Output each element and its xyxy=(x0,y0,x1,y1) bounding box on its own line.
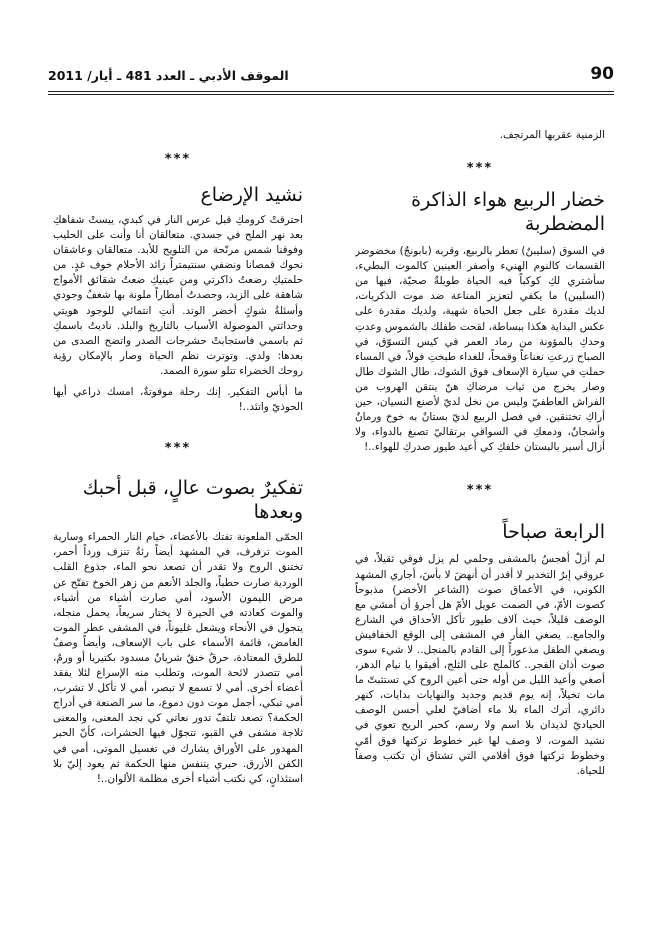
header-rule-thin xyxy=(48,94,614,95)
article-paragraph: ما أبأس التفكير. إنك رحلة موقوتةٌ، امسك ذراعي أيها الحوذيّ واتئد..! xyxy=(53,386,303,414)
article-paragraph: لم أزلْ أهجسُ بالمشفى وحلمي لم يزل فوقي ثقيلاً، في عروقي إبرُ التخدير لا أقدر أن أنهضَ لا بأسَ، أجاري المشهد الكوني، في الأعماق صوت (الشاعر الأخضر) مذبوحاً كصوت الأمّ، في الصمت عويل الأمّ هل أجرؤ أن أمشي مع الوصف قليلاً، حيث آلاف طيور تأكل الأحداق في الشارع والجامع.. يصغي الفأر في المشفى إلى الوقع الخفافيش ويصغي الطفل مذعوراً إلى القادم بالمنجل.. لا شيء سوى صوت أذان الفجر.. كالملح على الثلج، أفيقوا يا نيام الدهر، أصغي وأعيد الليل من أوله حتى أعين الروح كي تستثبتّ ما مات تخيلاً، إنه يوم قديم وجديد والنهايات بدايات، كنهر دائري، أترك الماء بلا ماء أضافيّ لعلي أحسن الوصف الحياديّ لديدان بلا اسم ولا رسم، كحبر الريح تعوي في نشيد الموت، لا وصف لها غير خطوط تركتها فوق أمّي وخطوط تركتها فوق أقلامي التي تشتاق أن تكتب وصفاً للحياة. xyxy=(355,553,605,777)
article-title: خضار الربيع هواء الذاكرة المضطربة xyxy=(411,189,605,236)
page-number: 90 xyxy=(590,64,614,84)
page-header xyxy=(48,66,614,92)
left-column xyxy=(53,138,303,928)
section-divider: *** xyxy=(466,483,494,499)
running-title: الموقف الأدبي ـ العدد 481 ـ أيار/ 2011 xyxy=(48,68,289,83)
section-divider: *** xyxy=(164,152,192,167)
article-paragraph: الحمّى الملعونة تفتك بالأعضاء، خيام النار الحمراء وسارية الموت ترفرف، في المشهد أيضاً رئةٌ تنزف ورداً أحمر، تختنق الروح ولا تقدر أن تصعد نحو الماء، جذوع القلب الوردية صارت حطباً، والجلد الأنعم من زهر الخوخ تفتّح عن مرض الليمون الأسود، أمي صارت أشياء من أشياء، والموت كعادته في الحيرة لا يختار سريعاً، يحمل منجله، يتجول في الأنحاء ويشعل غليوناً، في المشفى عطر الموت الغامض، قائمة الأسماء على باب الإسعاف، وأيضاً وصفٌ للطرق المعتادة، حرقٌ خنقٌ شريانٌ مسدود بكتيريا أو ورمٌ، أمي تتصدر لائحة الموت، وتطلب منه الإسراع لئلا يفقد أعضاء أخرى. أمي لا تسمع لا تبصر، أمي لا تأكل لا تشرب، أمي تبكي، أجمل موت دون دموع، ما سر الصنعة في أدراج الحكمة؟ تصعد تلتفّ تدور نعاتي كي نجد المعنى، والمعنى ثلاجة مشفى في القبو، تتجوّل فيها الحشرات، كأنّ الحبر المهدور على الأوراق يشارك في تغسيل الموتى، أمي في الكفن الأزرق. حبري يتنفس منها الحكمة ثم يعود إليّ بلا استئذانٍ، كي نكتب أشياء أخرى مظلمة الألوان..! xyxy=(53,531,303,785)
section-divider: *** xyxy=(466,161,494,177)
intro-line: الزمنية عقربها المرتجف. xyxy=(499,129,605,141)
header-rule xyxy=(48,91,614,92)
article-title: الرابعة صباحاً xyxy=(502,521,605,544)
article-title: نشيد الإرضاع xyxy=(200,184,303,206)
article-paragraph: احترقتْ كرومكِ قبل عرس النار في كبدي، يبستْ شفاهكِ بعد نهر الملح في جسدي. متعالقان أنا وأنت على الحليب وفوقنا شمس مرنّحة من التلويح للأبد. متعالقان وعاشقان نحوك قمصانا ونضفي سنتيمتراً زائد الأحلام خوف غدٍ. من حلمتيكِ رضعتُ ذاكرتي ومن عينيكِ ضعتُ شقائق الأمواج شاهقة على الزبد، وحصدتُ أمطاراً ملونة بها شغفُ وجودي وأسئلةُ شوكٍ أخضر الوتد. أنتِ انتمائي للوجود هويتي وحداثتي الموصولة الأسباب بالتاريخ والبلد. ناديتُ باسمكِ ثم باسمي فاستجابتْ حشرجات الصدر واتضح الصدى من بعدها: ولدي. وتوترت نظم الحياة وصار بالإمكان رؤية روحك الخضراء تتلو سورة الصمد. xyxy=(53,214,303,377)
article-title: تفكيرٌ بصوت عالٍ، قبل أحبك وبعدها xyxy=(82,477,303,524)
right-column xyxy=(355,118,605,908)
section-divider: *** xyxy=(164,441,192,457)
article-paragraph: في السوق (سليبنٌ) تعطر بالربيع، وقربه (بابونجٌ) مخضوضر القسمات كالنوم الهنيء وأصفر العينين كالموت البطيء، سأشتري لكِ كوكباً فيه الحياة طويلةٌ صحيّة، فيها من (السليبن) ما يكفي لتعزيز المناعة ضد موت الذكريات، لديك مقدرة على جعل الحياة شهية، ولديك مقدرة على عكس البداية هكذا ببساطة، لقحت طفلك بالشموس وعدتِ وحدكِ بالمؤونة من رماد العمر في كيس التسوّق، في الصباح زرعتِ نعناعاً وقمحاً، للغداء طبختِ فولاً، في المساء حملتِ في سيارة الإسعاف فوق الشوك، طال الشوك طال وصار يخرج من ثياب مرضاكِ هنّ ينتقن الهروب من الفراش العاطفيّ وليس من نخل لديّ لأصنع النسيان، حين أراكِ تختنقين. في فصل الربيع لديّ بستانٌ به خوخ ورمانٌ وأشجانٌ، ودمعكِ في السواقي برتقاليّ تصبغ بالدواء، ولا أزال أسير بالبستان خلفكِ كي أعيد طيور صدركِ للهواء..! xyxy=(355,245,605,454)
